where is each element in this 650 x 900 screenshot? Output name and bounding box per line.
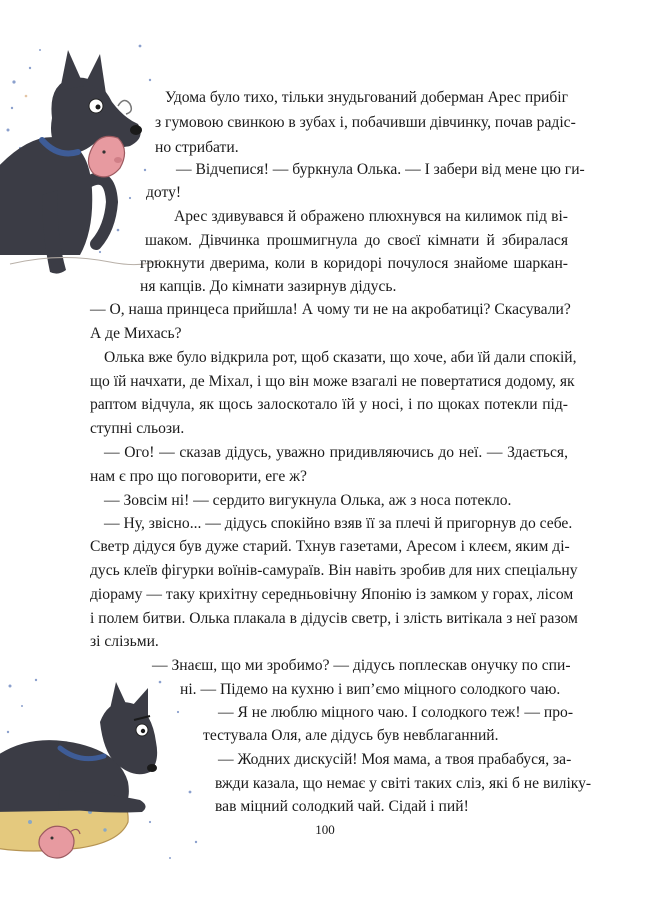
- text-line: дусь клеїв фігурки воїнів-самураїв. Він навіть зробив для них спеціальну: [90, 562, 578, 579]
- text-line: — Ого! — сказав дідусь, уважно придивляючись до неї. — Здається,: [104, 444, 568, 461]
- text-line: — О, наша принцеса прийшла! А чому ти не на акробатиці? Скасували?: [90, 301, 571, 318]
- text-line: діораму — таку крихітну середньовічну Японію із замком у горах, лісом: [90, 586, 574, 603]
- text-line: вжди казала, що немає у світі таких сліз, які б не вилiку-: [215, 775, 592, 792]
- text-line: грюкнути дверима, коли в коридорі почулося знайоме шаркан-: [140, 255, 568, 272]
- text-line: Светр дідуся був дуже старий. Тхнув газетами, Аресом і клеєм, яким дi-: [90, 538, 570, 555]
- doberman-with-pig-illustration: [0, 20, 165, 275]
- text-line: з гумовою свинкою в зубах і, побачивши дівчинку, почав радіс-: [155, 114, 576, 131]
- text-line: Олька вже було відкрила рот, щоб сказати, що хоче, аби їй дали спокій,: [104, 349, 577, 366]
- text-line: — Я не люблю міцного чаю. І солодкого теж! — про-: [218, 704, 574, 721]
- page-number: 100: [315, 822, 335, 837]
- text-line: ня капців. До кімнати зазирнув дідусь.: [140, 278, 397, 295]
- doberman-on-mat-illustration: [0, 672, 205, 872]
- text-line: тестувала Оля, але дідусь був невблаганний.: [203, 727, 499, 744]
- text-line: Арес здивувався й ображено плюхнувся на килимок під ві-: [174, 208, 568, 225]
- text-line: вав міцний солодкий чай. Сідай і пий!: [215, 798, 469, 815]
- text-line: доту!: [146, 184, 182, 201]
- text-line: зі слізьми.: [90, 633, 159, 650]
- text-line: — Знаєш, що ми зробимо? — дідусь поплескав онучку по спи-: [152, 657, 571, 674]
- text-line: — Жодних дискусій! Моя мама, а твоя прабабуся, за-: [218, 751, 572, 768]
- text-line: — Відчепися! — буркнула Олька. — І забери від мене цю ги-: [176, 161, 585, 178]
- text-line: Удома було тихо, тільки знудьгований доберман Арес прибіг: [165, 89, 568, 106]
- text-line: ступні сльози.: [90, 420, 185, 437]
- text-line: нам є про що поговорити, еге ж?: [90, 468, 307, 485]
- text-line: що їй начхати, де Міхал, і що він може взагалі не повертатися додому, як: [90, 373, 575, 390]
- text-line: і полем битви. Олька плакала в дідусів светр, і злість витікала з неї разом: [90, 610, 578, 627]
- text-line: шаком. Дівчинка прошмигнула до своєї кімнати й збиралася: [145, 232, 568, 249]
- text-line: раптом відчула, як щось залоскотало їй у носі, і по щоках потекли під-: [90, 396, 568, 413]
- text-line: — Ну, звісно... — дідусь спокійно взяв її за плечі й пригорнув до себе.: [104, 515, 573, 532]
- text-line: — Зовсім ні! — сердито вигукнула Олька, аж з носа потекло.: [104, 492, 512, 509]
- text-line: ні. — Підемо на кухню і вип’ємо міцного солодкого чаю.: [180, 681, 561, 698]
- text-line: А де Михась?: [90, 325, 182, 342]
- text-line: но стрибати.: [155, 139, 239, 156]
